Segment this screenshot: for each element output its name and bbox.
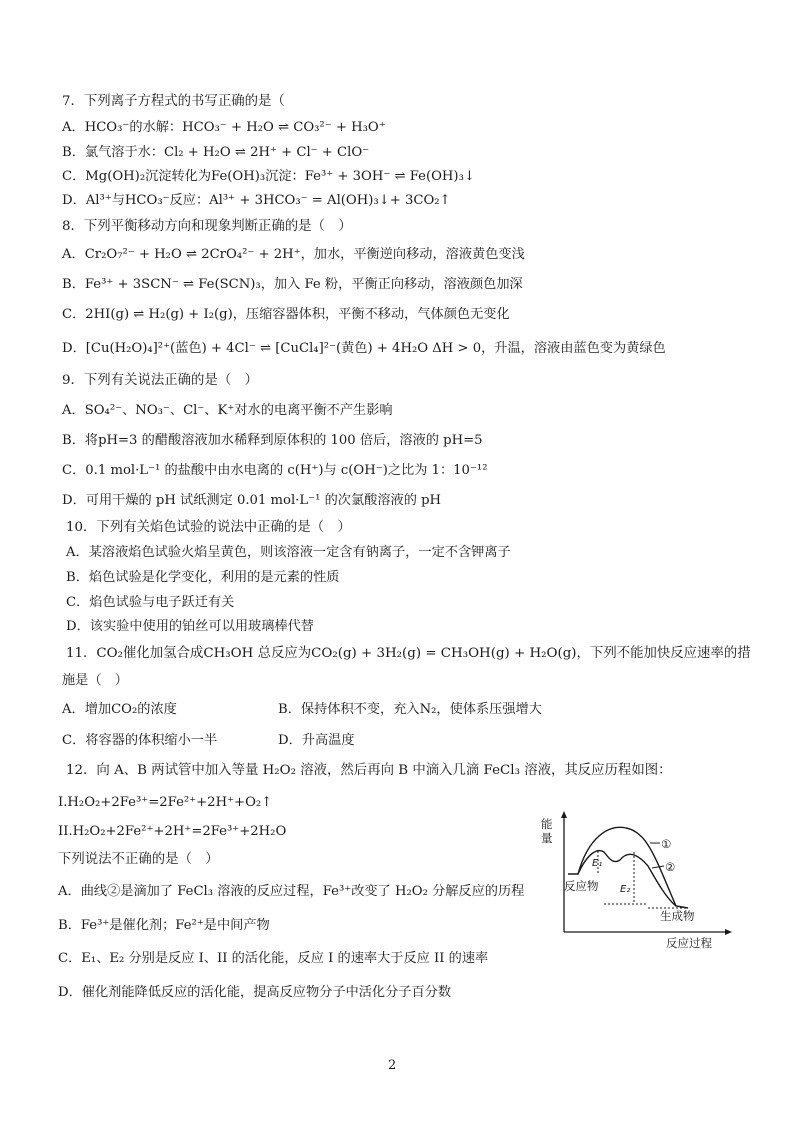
question-9-option-b: B．将pH=3 的醋酸溶液加水稀释到原体积的 100 倍后，溶液的 pH=5	[62, 433, 483, 448]
question-12-stem: 12．向 A、B 两试管中加入等量 H₂O₂ 溶液，然后再向 B 中滴入几滴 FeCl₃ 溶液，其反应历程如图：	[66, 763, 672, 778]
question-11-option-b: B．保持体积不变，充入N₂，使体系压强增大	[278, 702, 542, 717]
question-10-option-c: C．焰色试验与电子跃迁有关	[66, 595, 235, 610]
question-12-option-a: A．曲线②是滴加了 FeCl₃ 溶液的反应过程，Fe³⁺改变了 H₂O₂ 分解反应的历程	[58, 884, 525, 899]
page-number: 2	[388, 1058, 397, 1073]
question-9-stem: 9．下列有关说法正确的是（ ）	[62, 373, 258, 388]
question-12-option-b: B．Fe³⁺是催化剂；Fe²⁺是中间产物	[58, 918, 270, 933]
question-8-option-d: D．[Cu(H₂O)₄]²⁺(蓝色) + 4Cl⁻ ⇌ [CuCl₄]²⁻(黄色) + 4H₂O ΔH > 0，升温，溶液由蓝色变为黄绿色	[62, 341, 666, 356]
question-12-option-c: C．E₁、E₂ 分别是反应 I、II 的活化能，反应 I 的速率大于反应 II 的速率	[58, 951, 489, 966]
x-axis-label: 反应过程	[666, 936, 712, 950]
e1-label: E₁	[592, 858, 603, 869]
question-10-option-b: B．焰色试验是化学变化，利用的是元素的性质	[66, 570, 340, 585]
question-12-reaction-ii: II.H₂O₂+2Fe²⁺+2H⁺=2Fe³⁺+2H₂O	[58, 824, 287, 839]
reactant-label: 反应物	[564, 879, 599, 893]
question-10-stem: 10．下列有关焰色试验的说法中正确的是（ ）	[66, 520, 351, 535]
question-10-option-a: A．某溶液焰色试验火焰呈黄色，则该溶液一定含有钠离子，一定不含钾离子	[66, 545, 511, 560]
question-7-option-a: A．HCO₃⁻的水解：HCO₃⁻ + H₂O ⇌ CO₃²⁻ + H₃O⁺	[62, 120, 386, 135]
y-axis-label-bottom: 量	[541, 831, 553, 845]
question-7-stem: 7．下列离子方程式的书写正确的是（	[62, 94, 285, 109]
question-8-option-b: B．Fe³⁺ + 3SCN⁻ ⇌ Fe(SCN)₃，加入 Fe 粉，平衡正向移动，溶液颜色加深	[62, 277, 523, 292]
product-label: 生成物	[660, 909, 695, 923]
question-11-stem: 11．CO₂催化加氢合成CH₃OH 总反应为CO₂(g) + 3H₂(g) = CH₃OH(g) + H₂O(g)，下列不能加快反应速率的措	[66, 646, 751, 661]
question-9-option-c: C．0.1 mol·L⁻¹ 的盐酸中由水电离的 c(H⁺)与 c(OH⁻)之比为 1：10⁻¹²	[62, 463, 488, 478]
curve-2-label: ②	[665, 860, 676, 874]
y-axis-arrow-icon	[561, 811, 567, 818]
energy-profile-diagram	[538, 810, 734, 950]
question-7-option-c: C．Mg(OH)₂沉淀转化为Fe(OH)₃沉淀：Fe³⁺ + 3OH⁻ ⇌ Fe(OH)₃↓	[62, 169, 475, 184]
question-12-option-d: D．催化剂能降低反应的活化能，提高反应物分子中活化分子百分数	[58, 985, 452, 1000]
curve-2-leader	[652, 866, 664, 868]
question-12-reaction-i: I.H₂O₂+2Fe³⁺=2Fe²⁺+2H⁺+O₂↑	[58, 795, 273, 810]
question-9-option-d: D．可用干燥的 pH 试纸测定 0.01 mol·L⁻¹ 的次氯酸溶液的 pH	[62, 493, 442, 508]
question-10-option-d: D．该实验中使用的铂丝可以用玻璃棒代替	[66, 619, 314, 634]
y-axis-label-top: 能	[541, 817, 553, 831]
question-11-option-c: C．将容器的体积缩小一半	[62, 733, 218, 748]
question-8-option-c: C．2HI(g) ⇌ H₂(g) + I₂(g)，压缩容器体积，平衡不移动，气体颜色无变化	[62, 307, 510, 322]
question-8-stem: 8．下列平衡移动方向和现象判断正确的是（ ）	[62, 219, 352, 234]
question-11-stem-continued: 施是（ ）	[62, 673, 128, 688]
question-7-option-b: B．氯气溶于水：Cl₂ + H₂O ⇌ 2H⁺ + Cl⁻ + ClO⁻	[62, 145, 370, 160]
question-9-option-a: A．SO₄²⁻、NO₃⁻、Cl⁻、K⁺对水的电离平衡不产生影响	[62, 403, 393, 418]
question-11-option-a: A．增加CO₂的浓度	[62, 702, 177, 717]
question-12-prompt: 下列说法不正确的是（ ）	[58, 852, 219, 867]
question-7-option-d: D．Al³⁺与HCO₃⁻反应：Al³⁺ + 3HCO₃⁻ = Al(OH)₃↓+ 3CO₂↑	[62, 193, 451, 208]
e2-label: E₂	[620, 884, 631, 895]
x-axis-arrow-icon	[725, 929, 732, 935]
question-8-option-a: A．Cr₂O₇²⁻ + H₂O ⇌ 2CrO₄²⁻ + 2H⁺，加水，平衡逆向移动，溶液黄色变浅	[62, 247, 525, 262]
question-11-option-d: D．升高温度	[278, 733, 355, 748]
curve-1-label: ①	[661, 837, 672, 851]
